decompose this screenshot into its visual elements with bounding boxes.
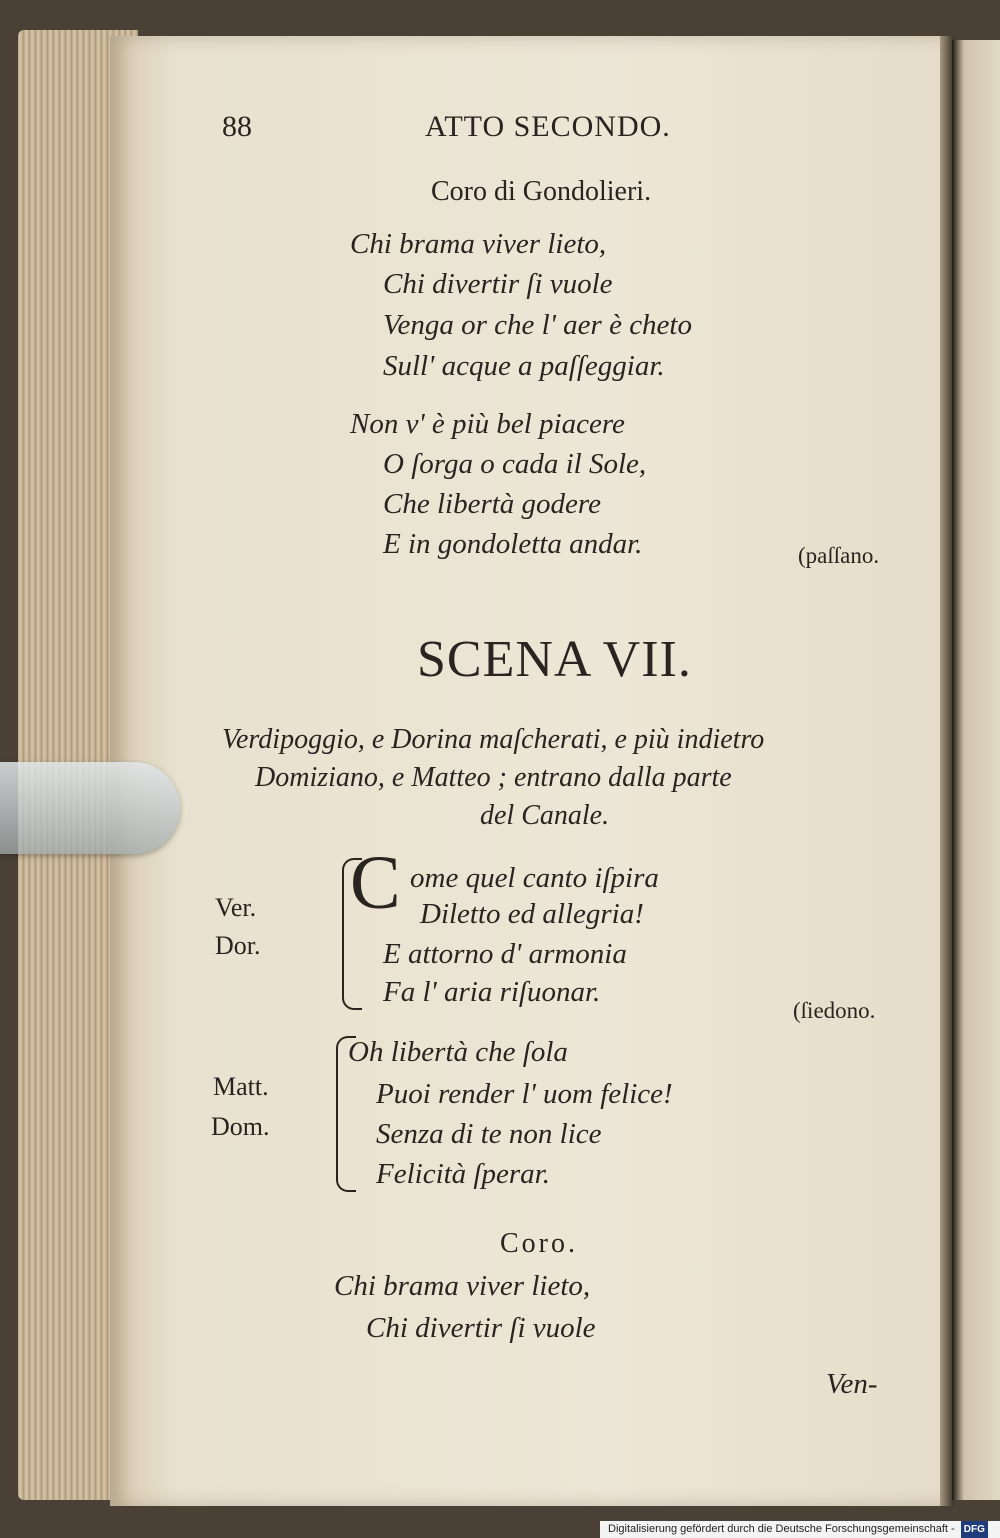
verse-line: Puoi render l' uom felice!	[376, 1078, 673, 1110]
next-page-edge	[952, 40, 1000, 1500]
verse-line: Chi divertir ſi vuole	[366, 1312, 596, 1344]
scene-title: SCENA VII.	[417, 631, 692, 688]
digitization-footer	[600, 1521, 1000, 1538]
scene-description-line: Verdipoggio, e Dorina maſcherati, e più indietro	[222, 724, 765, 755]
verse-line: Venga or che l' aer è cheto	[383, 309, 692, 341]
stage-direction: (paſſano.	[798, 543, 880, 568]
verse-line: Senza di te non lice	[376, 1118, 602, 1150]
speaker-label: Dom.	[211, 1112, 270, 1141]
page-number: 88	[222, 110, 252, 143]
running-head: ATTO SECONDO.	[425, 110, 671, 143]
verse-line: Chi brama viver lieto,	[334, 1270, 591, 1302]
scene-description-line: Domiziano, e Matteo ; entrano dalla parte	[255, 762, 732, 793]
catchword: Ven-	[826, 1368, 878, 1400]
speaker-label: Matt.	[213, 1072, 269, 1101]
chorus-heading: Coro di Gondolieri.	[431, 176, 652, 207]
verse-line: Chi brama viver lieto,	[350, 228, 607, 260]
verse-line: E attorno d' armonia	[383, 938, 627, 970]
verse-line: E in gondoletta andar.	[383, 528, 643, 560]
verse-line: Che libertà godere	[383, 488, 601, 520]
speaker-label: Dor.	[215, 931, 261, 960]
verse-line: Fa l' aria riſuonar.	[383, 976, 601, 1008]
stage-direction: (ſiedono.	[793, 998, 876, 1023]
verse-line: Diletto ed allegria!	[420, 898, 644, 930]
verse-line: O ſorga o cada il Sole,	[383, 448, 647, 480]
footer-text: Digitalisierung gefördert durch die Deutsche Forschungsgemeinschaft -	[608, 1523, 955, 1535]
dfg-logo: DFG	[961, 1521, 988, 1538]
speaker-label: Ver.	[215, 893, 257, 922]
verse-line: Non v' è più bel piacere	[350, 408, 625, 440]
verse-line: Chi divertir ſi vuole	[383, 268, 613, 300]
drop-capital: C	[350, 841, 401, 925]
verse-line: Felicità ſperar.	[376, 1158, 550, 1190]
chorus-heading: Coro.	[500, 1228, 578, 1259]
verse-line: ome quel canto iſpira	[410, 862, 659, 894]
verse-line: Sull' acque a paſſeggiar.	[383, 350, 665, 382]
scene-description-line: del Canale.	[480, 800, 610, 831]
verse-line: Oh libertà che ſola	[348, 1036, 568, 1068]
glass-bookmark	[0, 762, 180, 854]
